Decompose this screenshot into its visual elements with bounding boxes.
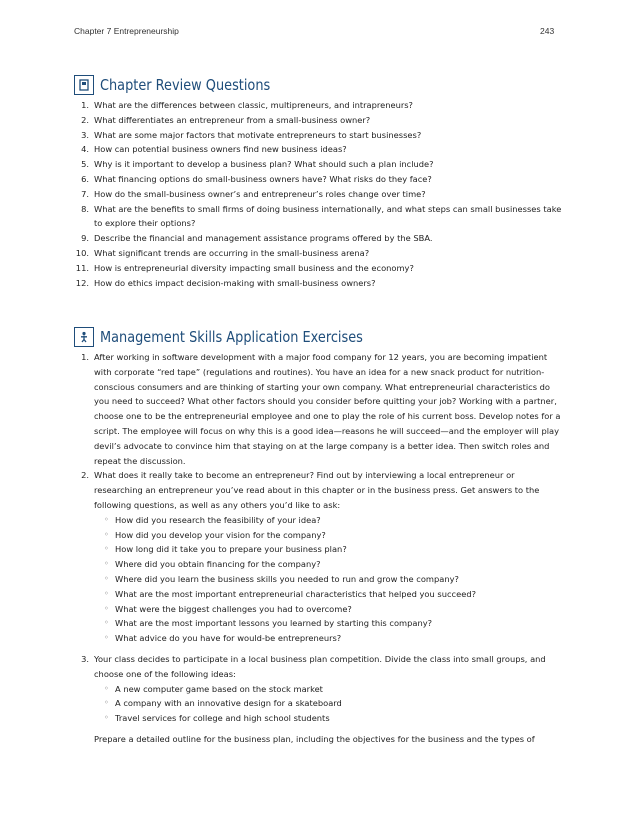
page-number: 243 <box>540 26 555 36</box>
review-section-title: Chapter Review Questions <box>100 76 271 94</box>
list-item: ◦ A company with an innovative design for a skateboard <box>104 698 342 709</box>
list-item: 2. What differentiates an entrepreneur from a small-business owner? <box>81 114 371 125</box>
person-presenting-icon <box>74 327 94 347</box>
list-item: 10. What significant trends are occurring in the small-business arena? <box>75 247 370 258</box>
list-item: 9. Describe the financial and management assistance programs offered by the SBA. <box>81 233 433 244</box>
list-item: 1. What are the differences between classic, multipreneurs, and intrapreneurs? <box>81 100 413 110</box>
list-item: ◦ Where did you learn the business skills you needed to run and grow the company? <box>104 573 459 584</box>
list-item: ◦ How did you develop your vision for the company? <box>104 529 326 540</box>
exercise-item-3: 3. Your class decides to participate in a local business plan competition. Divide the class into small groups, and choose one of the following ideas: <box>81 653 546 679</box>
list-item: ◦ What advice do you have for would-be entrepreneurs? <box>104 633 342 644</box>
exercises-section-title: Management Skills Application Exercises <box>100 328 363 346</box>
list-item: ◦ A new computer game based on the stock market <box>104 683 323 694</box>
list-item: 7. How do the small-business owner’s and entrepreneur’s roles change over time? <box>81 188 426 199</box>
exercise-item-1: 1. After working in software development with a major food company for 12 years, you are becoming impatient with corporate “red tape” (regulations and routines). You have an idea for a new snack product for nutrition-conscious consumers and are thinking of starting your own company. What entrepreneurial characteristics do you need to succeed? What other factors should you consider before quitting your job? Working with a partner, choose one to be the entrepreneurial employee and one to play the role of his current boss. Develop notes for a script. The employee will focus on why this is a good idea—reasons he will succeed—and the employer will play devil’s advocate to convince him that staying on at the large company is a better idea. Then switch roles and repeat the discussion. <box>81 352 561 466</box>
list-item: 3. What are some major factors that motivate entrepreneurs to start businesses? <box>81 129 422 140</box>
exercise-item-2: 2. What does it really take to become an entrepreneur? Find out by interviewing a local entrepreneur or researching an entrepreneur you’ve read about in this chapter or in the business press. Get answers to the following questions, as well as any others you’d like to ask: <box>81 470 540 510</box>
list-item: ◦ Travel services for college and high school students <box>104 713 330 724</box>
exercise-list <box>74 350 564 747</box>
list-item: 12. How do ethics impact decision-making with small-business owners? <box>75 277 376 288</box>
list-item: ◦ How long did it take you to prepare your business plan? <box>104 544 347 555</box>
notebook-icon <box>74 75 94 95</box>
review-section-heading <box>74 72 298 98</box>
running-header-chapter: Chapter 7 Entrepreneurship <box>74 26 179 36</box>
list-item: 8. What are the benefits to small firms of doing business internationally, and what steps can small businesses take to explore their options? <box>81 203 562 229</box>
list-item: ◦ What are the most important lessons you learned by starting this company? <box>104 618 433 629</box>
exercise-3-followup: Prepare a detailed outline for the business plan, including the objectives for the business and the types of <box>94 733 535 744</box>
business-idea-list <box>94 682 564 726</box>
list-item: 11. How is entrepreneurial diversity impacting small business and the economy? <box>75 262 414 273</box>
list-item: ◦ What were the biggest challenges you had to overcome? <box>104 603 352 614</box>
review-question-list <box>74 98 564 290</box>
interview-question-list <box>94 513 564 646</box>
list-item: ◦ How did you research the feasibility of your idea? <box>104 514 321 525</box>
exercises-section-heading <box>74 324 406 350</box>
list-item: ◦ Where did you obtain financing for the company? <box>104 559 321 570</box>
list-item: ◦ What are the most important entrepreneurial characteristics that helped you succeed? <box>104 588 476 599</box>
list-item: 4. How can potential business owners find new business ideas? <box>81 144 347 155</box>
list-item: 6. What financing options do small-business owners have? What risks do they face? <box>81 173 432 184</box>
list-item: 5. Why is it important to develop a business plan? What should such a plan include? <box>81 159 434 170</box>
